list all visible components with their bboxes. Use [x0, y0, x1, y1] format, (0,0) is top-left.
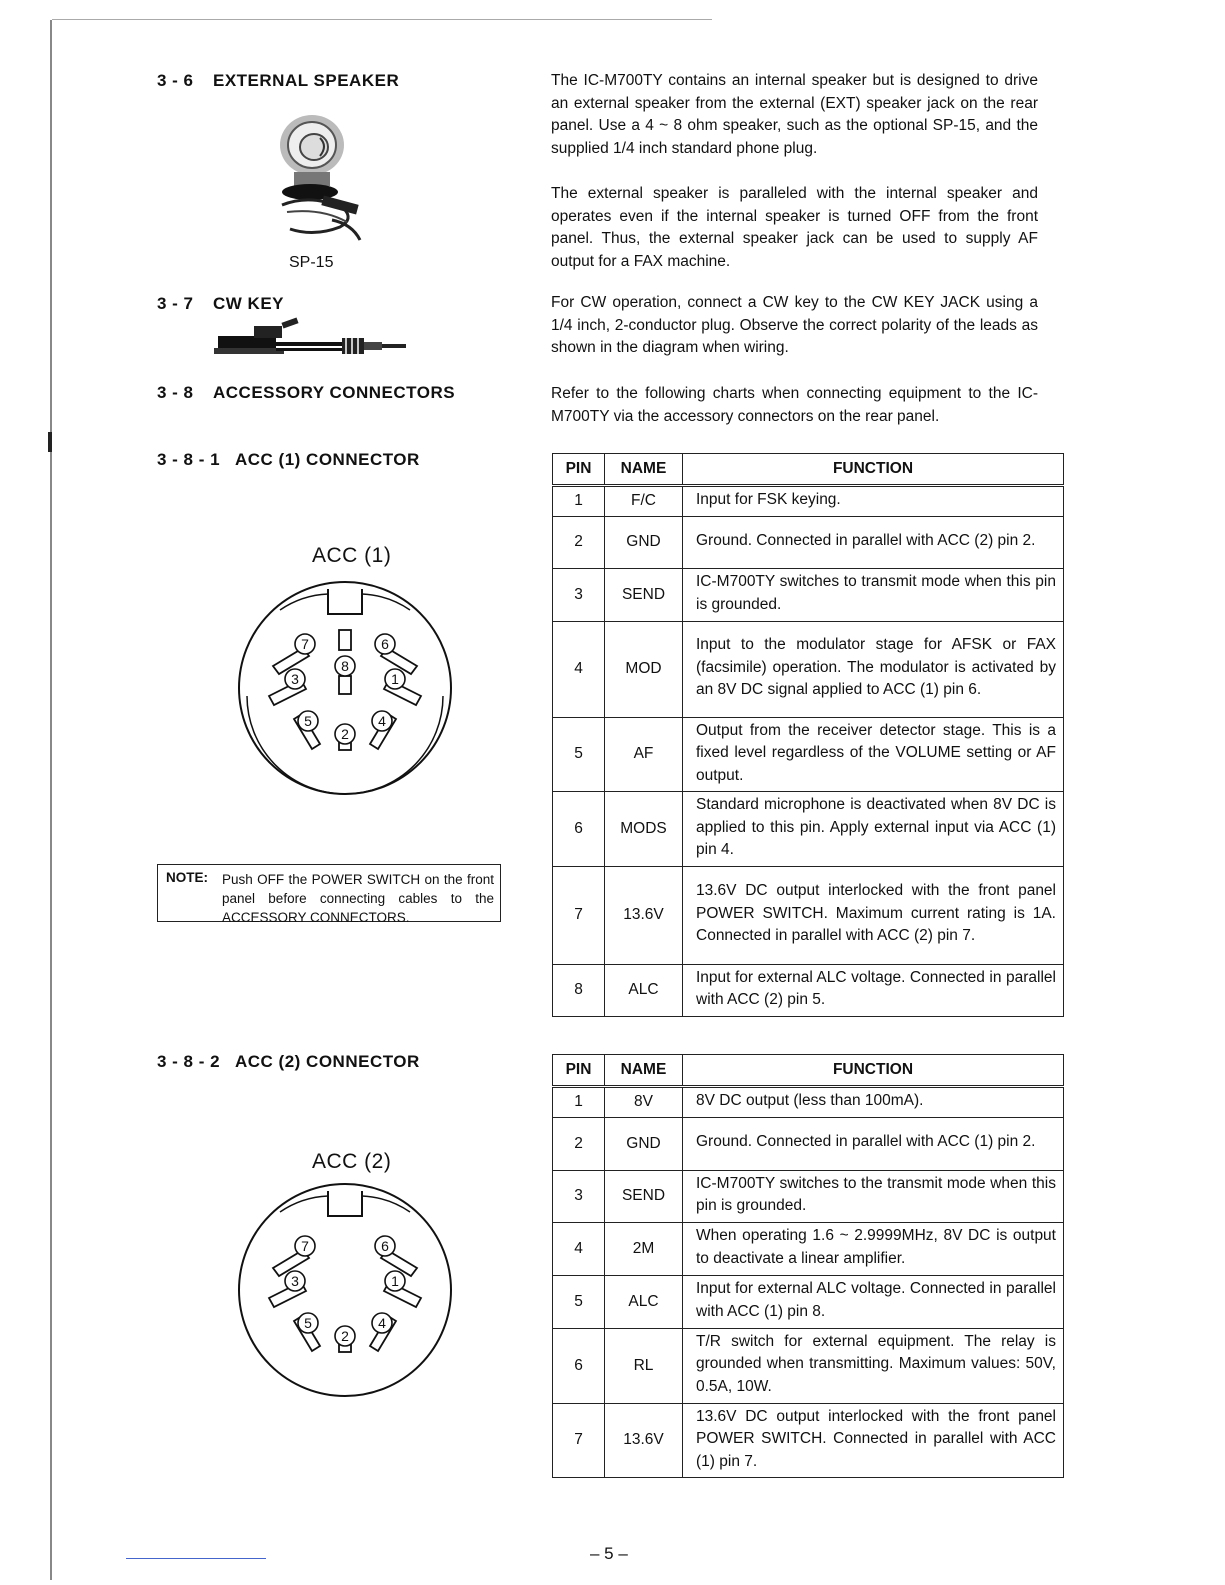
acc1-pin-label: 2	[341, 726, 349, 742]
pin-cell: 7	[553, 866, 605, 964]
acc1-pin-label: 8	[341, 658, 349, 674]
acc2-pin-label: 4	[378, 1315, 386, 1331]
section-title-acc1-connector: ACC (1) CONNECTOR	[235, 450, 420, 469]
section-number-3-6: 3 - 6	[157, 71, 194, 90]
acc1-pin-label: 1	[391, 671, 399, 687]
page-number: – 5 –	[590, 1544, 628, 1563]
name-header: NAME	[605, 1055, 683, 1087]
table-row	[553, 717, 1064, 792]
acc1-pin-label: 6	[381, 636, 389, 652]
acc2-connector-diagram	[235, 1180, 455, 1400]
name-cell: 13.6V	[605, 1403, 683, 1478]
section-number-3-8: 3 - 8	[157, 383, 194, 402]
acc1-table-header	[553, 454, 1064, 486]
name-cell: 13.6V	[605, 866, 683, 964]
scan-left-mark	[48, 432, 52, 452]
section-title-external-speaker: EXTERNAL SPEAKER	[213, 71, 400, 90]
table-row	[553, 516, 1064, 568]
function-header: FUNCTION	[683, 1055, 1064, 1087]
pin-cell: 1	[553, 1087, 605, 1118]
section-number-3-7: 3 - 7	[157, 294, 194, 313]
section-number-3-8-2: 3 - 8 - 2	[157, 1052, 221, 1071]
name-cell: GND	[605, 516, 683, 568]
acc2-diagram-label: ACC (2)	[312, 1150, 392, 1173]
function-cell: 8V DC output (less than 100mA).	[683, 1087, 1064, 1118]
table-row	[553, 1117, 1064, 1170]
function-cell: Output from the receiver detector stage. This is a fixed level regardless of the VOLUME setting or AF output.	[683, 717, 1064, 792]
table-row	[553, 1087, 1064, 1118]
table-row	[553, 1275, 1064, 1328]
table-row	[553, 568, 1064, 621]
name-cell: ALC	[605, 1275, 683, 1328]
function-cell: Input to the modulator stage for AFSK or FAX (facsimile) operation. The modulator is activated by an 8V DC signal applied to ACC (1) pin 6.	[683, 621, 1064, 717]
cw-key-paragraph: For CW operation, connect a CW key to the CW KEY JACK using a 1/4 inch, 2-conductor plug. Observe the correct polarity of the leads as shown in the diagram when wiring.	[551, 294, 1038, 357]
note-box	[157, 864, 501, 925]
acc2-pin-label: 6	[381, 1238, 389, 1254]
table-row	[553, 621, 1064, 717]
pin-cell: 8	[553, 964, 605, 1016]
name-cell: 8V	[605, 1087, 683, 1118]
acc2-pin-label: 3	[291, 1273, 299, 1289]
function-cell: Input for external ALC voltage. Connected in parallel with ACC (2) pin 5.	[683, 964, 1064, 1016]
ext-speaker-paragraph-1: The IC-M700TY contains an internal speaker but is designed to drive an external speaker from the external (EXT) speaker jack on the rear panel. Use a 4 ~ 8 ohm speaker, such as the optional SP-15, and the supplied 1/4 inch standard phone plug.	[551, 72, 1038, 157]
pin-cell: 5	[553, 717, 605, 792]
scan-bottom-edge	[126, 1558, 266, 1559]
table-row	[553, 964, 1064, 1016]
sp-15-speaker-illustration	[262, 110, 372, 245]
acc1-pin-label: 4	[378, 713, 386, 729]
name-cell: SEND	[605, 1170, 683, 1222]
table-row	[553, 1170, 1064, 1222]
acc1-pin-label: 5	[304, 713, 312, 729]
function-cell: Ground. Connected in parallel with ACC (2) pin 2.	[683, 516, 1064, 568]
function-cell: Standard microphone is deactivated when 8V DC is applied to this pin. Apply external input via ACC (1) pin 4.	[683, 792, 1064, 867]
section-number-3-8-1: 3 - 8 - 1	[157, 450, 221, 469]
acc2-pin-table	[552, 1054, 1064, 1478]
function-header: FUNCTION	[683, 454, 1064, 486]
pin-cell: 2	[553, 516, 605, 568]
name-header: NAME	[605, 454, 683, 486]
function-cell: IC-M700TY switches to transmit mode when this pin is grounded.	[683, 568, 1064, 621]
speaker-caption: SP-15	[289, 254, 334, 271]
name-cell: RL	[605, 1328, 683, 1403]
acc1-pin-label: 7	[301, 636, 309, 652]
acc1-pin-table	[552, 453, 1064, 1017]
function-cell: 13.6V DC output interlocked with the front panel POWER SWITCH. Connected in parallel with ACC (1) pin 7.	[683, 1403, 1064, 1478]
pin-cell: 7	[553, 1403, 605, 1478]
name-cell: ALC	[605, 964, 683, 1016]
pin-cell: 2	[553, 1117, 605, 1170]
name-cell: MOD	[605, 621, 683, 717]
function-cell: Input for external ALC voltage. Connected in parallel with ACC (1) pin 8.	[683, 1275, 1064, 1328]
pin-cell: 3	[553, 1170, 605, 1222]
pin-cell: 6	[553, 1328, 605, 1403]
table-row	[553, 1403, 1064, 1478]
pin-cell: 6	[553, 792, 605, 867]
ext-speaker-paragraph-2: The external speaker is paralleled with the internal speaker and operates even if the internal speaker is turned OFF from the front panel. Thus, the external speaker jack can be used to supply AF output for a FAX machine.	[551, 185, 1038, 270]
name-cell: MODS	[605, 792, 683, 867]
acc2-table-header	[553, 1055, 1064, 1087]
function-cell: 13.6V DC output interlocked with the front panel POWER SWITCH. Maximum current rating is 1A. Connected in parallel with ACC (2) pin 7.	[683, 866, 1064, 964]
function-cell: When operating 1.6 ~ 2.9999MHz, 8V DC is output to deactivate a linear amplifier.	[683, 1222, 1064, 1275]
section-title-accessory-connectors: ACCESSORY CONNECTORS	[213, 383, 456, 402]
pin-cell: 4	[553, 621, 605, 717]
acc2-pin-label: 7	[301, 1238, 309, 1254]
name-cell: SEND	[605, 568, 683, 621]
pin-cell: 4	[553, 1222, 605, 1275]
scan-left-edge	[50, 20, 52, 1580]
table-row	[553, 866, 1064, 964]
acc1-diagram-label: ACC (1)	[312, 544, 392, 567]
section-title-acc2-connector: ACC (2) CONNECTOR	[235, 1052, 420, 1071]
cw-key-illustration	[214, 312, 414, 360]
acc2-pin-label: 1	[391, 1273, 399, 1289]
name-cell: GND	[605, 1117, 683, 1170]
name-cell: F/C	[605, 486, 683, 517]
pin-cell: 1	[553, 486, 605, 517]
function-cell: IC-M700TY switches to the transmit mode when this pin is grounded.	[683, 1170, 1064, 1222]
function-cell: T/R switch for external equipment. The relay is grounded when transmitting. Maximum values: 50V, 0.5A, 10W.	[683, 1328, 1064, 1403]
table-row	[553, 792, 1064, 867]
table-row	[553, 1222, 1064, 1275]
function-cell: Input for FSK keying.	[683, 486, 1064, 517]
scan-top-edge	[52, 19, 712, 20]
table-row	[553, 486, 1064, 517]
pin-header: PIN	[553, 454, 605, 486]
name-cell: 2M	[605, 1222, 683, 1275]
pin-header: PIN	[553, 1055, 605, 1087]
name-cell: AF	[605, 717, 683, 792]
pin-cell: 3	[553, 568, 605, 621]
function-cell: Ground. Connected in parallel with ACC (1) pin 2.	[683, 1117, 1064, 1170]
note-text: Push OFF the POWER SWITCH on the front panel before connecting cables to the ACCESSORY CONNECTORS.	[222, 872, 494, 925]
acc2-pin-label: 5	[304, 1315, 312, 1331]
section-title-cw-key: CW KEY	[213, 294, 284, 313]
table-row	[553, 1328, 1064, 1403]
acc1-connector-diagram	[235, 578, 455, 798]
pin-cell: 5	[553, 1275, 605, 1328]
acc1-pin-label: 3	[291, 671, 299, 687]
note-label: NOTE:	[166, 870, 208, 885]
acc2-pin-label: 2	[341, 1328, 349, 1344]
accessory-paragraph: Refer to the following charts when connecting equipment to the IC-M700TY via the accessory connectors on the rear panel.	[551, 385, 1038, 425]
